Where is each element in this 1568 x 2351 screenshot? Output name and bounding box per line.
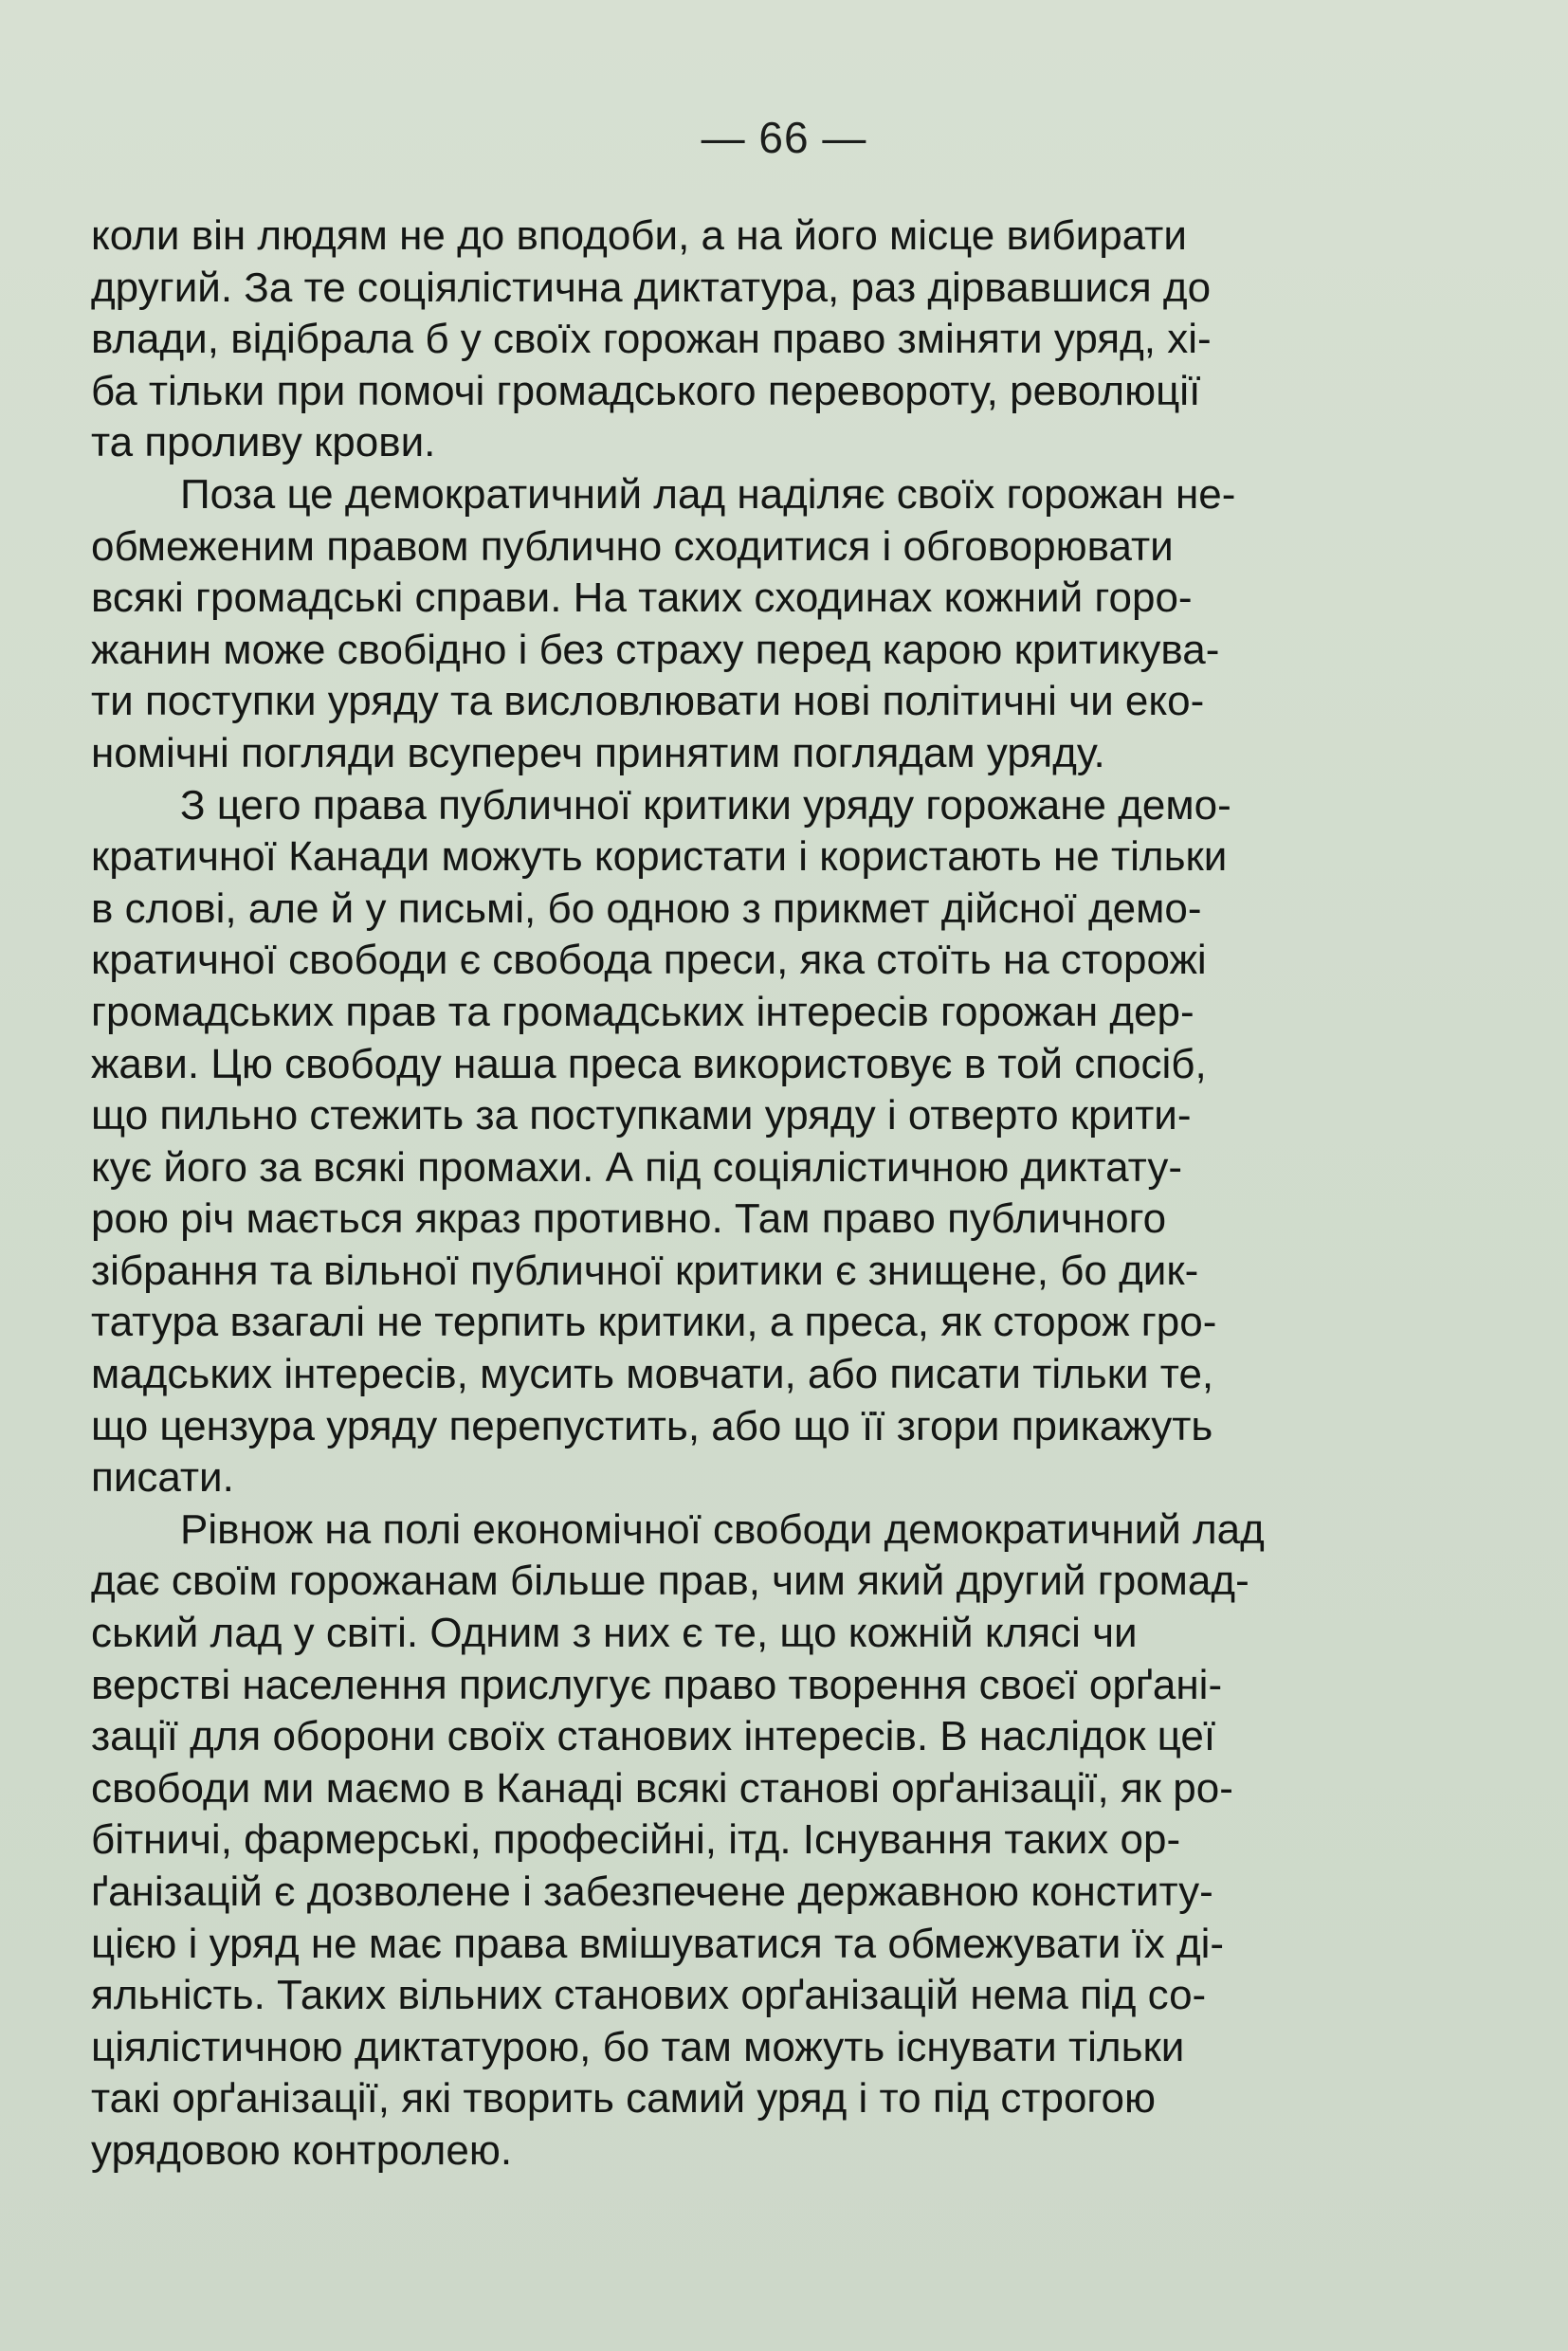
text-line: свободи ми маємо в Канаді всякі станові орґанізації, як ро- [91, 1764, 1233, 1812]
text-line: коли він людям не до вподоби, а на його місце вибирати [91, 212, 1187, 259]
text-line: зібрання та вільної публичної критики є знищене, бо дик- [91, 1247, 1199, 1294]
text-line: зації для оборони своїх станових інтересів. В наслідок цеї [91, 1713, 1216, 1760]
text-line: Рівнож на полі економічної свободи демократичний лад [180, 1505, 1265, 1553]
text-line: дає своїм горожанам більше прав, чим який другий громад- [91, 1558, 1249, 1605]
text-line: другий. За те соціялістична диктатура, раз дірвавшися до [91, 264, 1212, 311]
paragraph [91, 469, 1420, 780]
text-line: цією і уряд не має права вмішуватися та обмежувати їх ді- [91, 1920, 1225, 1967]
text-line: бітничі, фармерські, професійні, ітд. Існування таких ор- [91, 1816, 1181, 1864]
text-line: кратичної Канади можуть користати і користають не тільки [91, 833, 1228, 881]
paragraph [91, 210, 1420, 469]
text-line: ський лад у світі. Одним з них є те, що кожній клясі чи [91, 1610, 1138, 1657]
text-line: всякі громадські справи. На таких сходинах кожний горо- [91, 574, 1193, 622]
text-line: громадських прав та громадських інтересів горожан дер- [91, 988, 1194, 1035]
text-line: татура взагалі не терпить критики, а преса, як сторож гро- [91, 1299, 1217, 1346]
page-number: — 66 — [701, 113, 867, 162]
text-line: жави. Цю свободу наша преса використовує в той спосіб, [91, 1040, 1207, 1087]
body-text [91, 210, 1420, 2178]
text-line: що пильно стежить за поступками уряду і отверто крити- [91, 1092, 1192, 1139]
paragraph [91, 780, 1420, 1504]
text-line: номічні погляди всупереч принятим поглядам уряду. [91, 729, 1105, 776]
text-line: такі орґанізації, які творить самий уряд і то під строгою [91, 2075, 1156, 2123]
text-line: ба тільки при помочі громадського перевороту, революції [91, 367, 1201, 414]
text-line: кратичної свободи є свобода преси, яка стоїть на сторожі [91, 937, 1207, 984]
text-line: Поза це демократичний лад наділяє своїх горожан не- [180, 470, 1236, 518]
text-line: та проливу крови. [91, 419, 436, 466]
text-line: ґанізацій є дозволене і забезпечене державною конститу- [91, 1868, 1213, 1915]
text-line: жанин може свобідно і без страху перед карою критикува- [91, 626, 1220, 673]
text-line: влади, відібрала б у своїх горожан право зміняти уряд, хі- [91, 316, 1212, 363]
text-line: урядовою контролею. [91, 2126, 513, 2174]
text-line: ти поступки уряду та висловлювати нові політичні чи еко- [91, 678, 1205, 725]
paragraph [91, 1504, 1420, 2178]
text-line: мадських інтересів, мусить мовчати, або писати тільки те, [91, 1351, 1214, 1398]
text-line: рою річ мається якраз противно. Там право публичного [91, 1195, 1167, 1243]
text-line: З цего права публичної критики уряду горожане демо- [180, 781, 1231, 829]
text-line: писати. [91, 1454, 234, 1502]
text-line: ціялістичною диктатурою, бо там можуть існувати тільки [91, 2023, 1185, 2070]
text-line: яльність. Таких вільних станових орґанізацій нема під со- [91, 1972, 1207, 2019]
text-line: верстві населення прислугує право творення своєї орґані- [91, 1661, 1223, 1708]
text-line: в слові, але й у письмі, бо одною з прикмет дійсної демо- [91, 884, 1202, 932]
text-line: кує його за всякі промахи. А під соціялістичною диктату- [91, 1143, 1182, 1191]
text-line: обмеженим правом публично сходитися і обговорювати [91, 522, 1174, 570]
text-line: що цензура уряду перепустить, або що її згори прикажуть [91, 1402, 1213, 1449]
